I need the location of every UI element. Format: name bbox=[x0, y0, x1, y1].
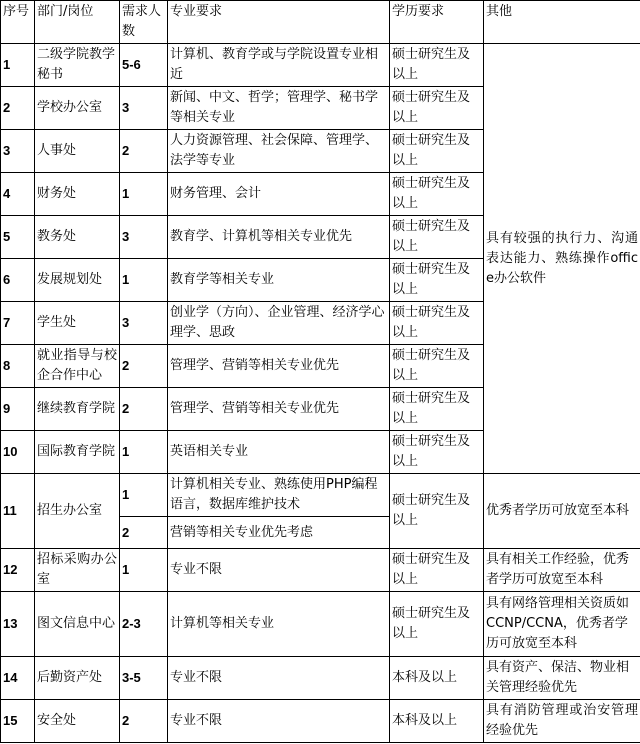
row-major: 计算机、教育学或与学院设置专业相近 bbox=[168, 44, 390, 87]
row-major: 专业不限 bbox=[168, 657, 390, 700]
row-dept: 安全处 bbox=[35, 700, 120, 743]
row-major: 财务管理、会计 bbox=[168, 173, 390, 216]
row-count: 1 bbox=[120, 474, 168, 517]
row-count: 3 bbox=[120, 216, 168, 259]
row-major: 教育学、计算机等相关专业优先 bbox=[168, 216, 390, 259]
table-row bbox=[1, 549, 640, 592]
row-dept: 后勤资产处 bbox=[35, 657, 120, 700]
row-seq: 6 bbox=[1, 259, 35, 302]
row-major: 管理学、营销等相关专业优先 bbox=[168, 345, 390, 388]
row-seq: 1 bbox=[1, 44, 35, 87]
row-edu: 硕士研究生及以上 bbox=[390, 130, 484, 173]
row-edu: 硕士研究生及以上 bbox=[390, 474, 484, 549]
shared-other-requirement: 具有较强的执行力、沟通表达能力、熟练操作office办公软件 bbox=[484, 44, 640, 474]
row-seq: 4 bbox=[1, 173, 35, 216]
row-seq: 11 bbox=[1, 474, 35, 549]
row-edu: 硕士研究生及以上 bbox=[390, 173, 484, 216]
row-seq: 10 bbox=[1, 431, 35, 474]
row-seq: 7 bbox=[1, 302, 35, 345]
row-edu: 硕士研究生及以上 bbox=[390, 549, 484, 592]
table-row bbox=[1, 44, 640, 87]
row-count: 1 bbox=[120, 431, 168, 474]
row-other: 优秀者学历可放宽至本科 bbox=[484, 474, 640, 549]
header-dept: 部门/岗位 bbox=[35, 1, 120, 44]
row-edu: 硕士研究生及以上 bbox=[390, 388, 484, 431]
header-row bbox=[1, 1, 640, 44]
row-seq: 14 bbox=[1, 657, 35, 700]
row-major: 专业不限 bbox=[168, 700, 390, 743]
row-seq: 5 bbox=[1, 216, 35, 259]
row-dept: 招标采购办公室 bbox=[35, 549, 120, 592]
row-edu: 硕士研究生及以上 bbox=[390, 259, 484, 302]
row-major: 专业不限 bbox=[168, 549, 390, 592]
row-count: 3-5 bbox=[120, 657, 168, 700]
row-major: 创业学（方向）、企业管理、经济学心理学、思政 bbox=[168, 302, 390, 345]
row-major: 人力资源管理、社会保障、管理学、法学等专业 bbox=[168, 130, 390, 173]
row-count: 1 bbox=[120, 173, 168, 216]
row-dept: 就业指导与校企合作中心 bbox=[35, 345, 120, 388]
row-dept: 招生办公室 bbox=[35, 474, 120, 549]
row-dept: 国际教育学院 bbox=[35, 431, 120, 474]
row-count: 2 bbox=[120, 388, 168, 431]
row-count: 3 bbox=[120, 87, 168, 130]
table-row bbox=[1, 474, 640, 517]
row-count: 1 bbox=[120, 549, 168, 592]
row-edu: 硕士研究生及以上 bbox=[390, 87, 484, 130]
row-dept: 图文信息中心 bbox=[35, 592, 120, 657]
row-dept: 教务处 bbox=[35, 216, 120, 259]
row-dept: 发展规划处 bbox=[35, 259, 120, 302]
row-major: 管理学、营销等相关专业优先 bbox=[168, 388, 390, 431]
row-edu: 硕士研究生及以上 bbox=[390, 302, 484, 345]
table-row bbox=[1, 592, 640, 657]
row-count: 2-3 bbox=[120, 592, 168, 657]
row-dept: 财务处 bbox=[35, 173, 120, 216]
row-other: 具有资产、保洁、物业相关管理经验优先 bbox=[484, 657, 640, 700]
row-other: 具有网络管理相关资质如CCNP/CCNA，优秀者学历可放宽至本科 bbox=[484, 592, 640, 657]
row-major: 英语相关专业 bbox=[168, 431, 390, 474]
row-edu: 硕士研究生及以上 bbox=[390, 44, 484, 87]
row-seq: 13 bbox=[1, 592, 35, 657]
row-count: 5-6 bbox=[120, 44, 168, 87]
table-row bbox=[1, 700, 640, 743]
row-seq: 9 bbox=[1, 388, 35, 431]
row-seq: 12 bbox=[1, 549, 35, 592]
row-dept: 继续教育学院 bbox=[35, 388, 120, 431]
row-dept: 二级学院教学秘书 bbox=[35, 44, 120, 87]
row-seq: 8 bbox=[1, 345, 35, 388]
row-count: 2 bbox=[120, 700, 168, 743]
row-seq: 15 bbox=[1, 700, 35, 743]
header-seq: 序号 bbox=[1, 1, 35, 44]
row-count: 1 bbox=[120, 259, 168, 302]
row-count: 2 bbox=[120, 345, 168, 388]
header-edu: 学历要求 bbox=[390, 1, 484, 44]
row-seq: 3 bbox=[1, 130, 35, 173]
row-count: 3 bbox=[120, 302, 168, 345]
row-other: 具有相关工作经验，优秀者学历可放宽至本科 bbox=[484, 549, 640, 592]
row-dept: 人事处 bbox=[35, 130, 120, 173]
row-dept: 学校办公室 bbox=[35, 87, 120, 130]
table-row bbox=[1, 657, 640, 700]
row-count: 2 bbox=[120, 517, 168, 549]
row-edu: 硕士研究生及以上 bbox=[390, 216, 484, 259]
row-seq: 2 bbox=[1, 87, 35, 130]
header-count: 需求人数 bbox=[120, 1, 168, 44]
row-dept: 学生处 bbox=[35, 302, 120, 345]
row-other: 具有消防管理或治安管理经验优先 bbox=[484, 700, 640, 743]
header-other: 其他 bbox=[484, 1, 640, 44]
row-edu: 硕士研究生及以上 bbox=[390, 345, 484, 388]
row-edu: 本科及以上 bbox=[390, 700, 484, 743]
row-major: 计算机等相关专业 bbox=[168, 592, 390, 657]
row-edu: 本科及以上 bbox=[390, 657, 484, 700]
header-major: 专业要求 bbox=[168, 1, 390, 44]
row-major: 新闻、中文、哲学；管理学、秘书学等相关专业 bbox=[168, 87, 390, 130]
row-major: 教育学等相关专业 bbox=[168, 259, 390, 302]
row-edu: 硕士研究生及以上 bbox=[390, 592, 484, 657]
row-count: 2 bbox=[120, 130, 168, 173]
row-major: 计算机相关专业、熟练使用PHP编程语言，数据库维护技术 bbox=[168, 474, 390, 517]
row-edu: 硕士研究生及以上 bbox=[390, 431, 484, 474]
row-major: 营销等相关专业优先考虑 bbox=[168, 517, 390, 549]
